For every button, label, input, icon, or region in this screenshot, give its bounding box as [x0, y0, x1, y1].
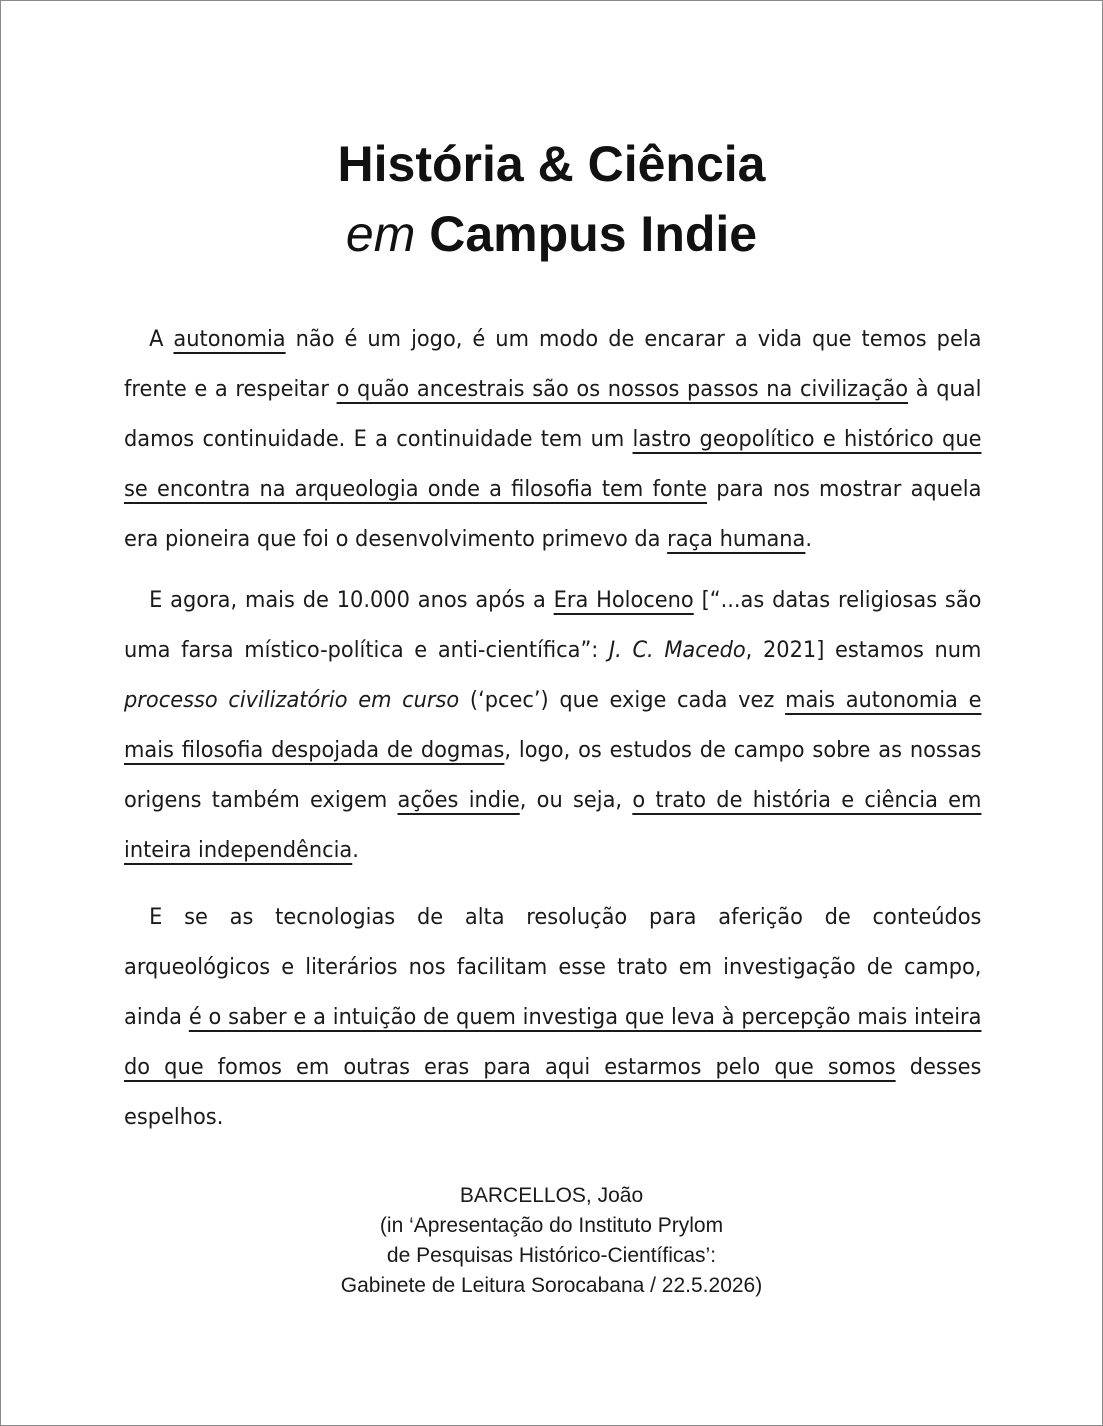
text-run: . — [352, 837, 359, 863]
title-bold-words: Campus Indie — [429, 206, 758, 262]
signature-block — [1, 1181, 1102, 1301]
underlined-phrase: o quão ancestrais são os nossos passos na civilização — [336, 376, 909, 402]
text-run: [“...as datas religiosas são uma farsa místico-política e anti-científica”: — [124, 587, 982, 663]
text-run: , ou seja, — [519, 787, 633, 813]
text-run: E se as tecnologias de alta resolução para aferição de conteúdos arqueológicos e literários nos facilitam esse trato em investigação de campo, ainda — [124, 904, 982, 1030]
text-run: , logo, os estudos de campo sobre as nossas origens também exigem — [124, 737, 982, 813]
paragraph-2 — [124, 575, 981, 875]
underlined-phrase: mais autonomia e mais filosofia despojada de dogmas — [124, 687, 982, 763]
text-run: para nos mostrar aquela era pioneira que foi o desenvolvimento primevo da — [124, 476, 982, 552]
paragraph-1 — [124, 314, 981, 564]
title-line-1: História & Ciência — [337, 136, 766, 192]
text-run: não é um jogo, é um modo de encarar a vida que temos pela frente e a respeitar — [124, 326, 982, 402]
italic-phrase: J. C. Macedo — [608, 637, 746, 663]
text-run: desses espelhos. — [124, 1054, 982, 1130]
text-run: A — [149, 326, 174, 352]
title-line-2 — [1, 199, 1102, 269]
text-run: . — [805, 526, 813, 552]
underlined-phrase: Era Holoceno — [553, 587, 694, 613]
paragraph-3 — [124, 892, 981, 1142]
underlined-phrase: ações indie — [397, 787, 520, 813]
underlined-phrase: lastro geopolítico e histórico que se encontra na arqueologia onde a filosofia tem fonte — [124, 426, 982, 502]
signature-source-line: (in ‘Apresentação do Instituto Prylom — [379, 1214, 724, 1237]
underlined-phrase: é o saber e a intuição de quem investiga que leva à percepção mais inteira do que fomos em outras eras para aqui estarmos pelo que somos — [124, 1004, 982, 1080]
text-run: E agora, mais de 10.000 anos após a — [149, 587, 554, 613]
underlined-phrase: o trato de história e ciência em inteira independência — [124, 787, 982, 863]
text-run: , 2021] estamos num — [745, 637, 982, 663]
underlined-phrase: autonomia — [173, 326, 286, 352]
underlined-phrase: raça humana — [667, 526, 806, 552]
signature-author: BARCELLOS, João — [459, 1184, 644, 1207]
signature-source-line: Gabinete de Leitura Sorocabana / 22.5.2026) — [340, 1274, 763, 1297]
page-title — [1, 129, 1102, 269]
signature-source-line: de Pesquisas Histórico-Científicas’: — [386, 1244, 717, 1267]
text-run: à qual damos continuidade. E a continuidade tem um — [124, 376, 982, 452]
title-italic-word: em — [345, 206, 416, 262]
italic-phrase: processo civilizatório em curso — [124, 687, 460, 713]
text-run: (‘pcec’) que exige cada vez — [459, 687, 786, 713]
